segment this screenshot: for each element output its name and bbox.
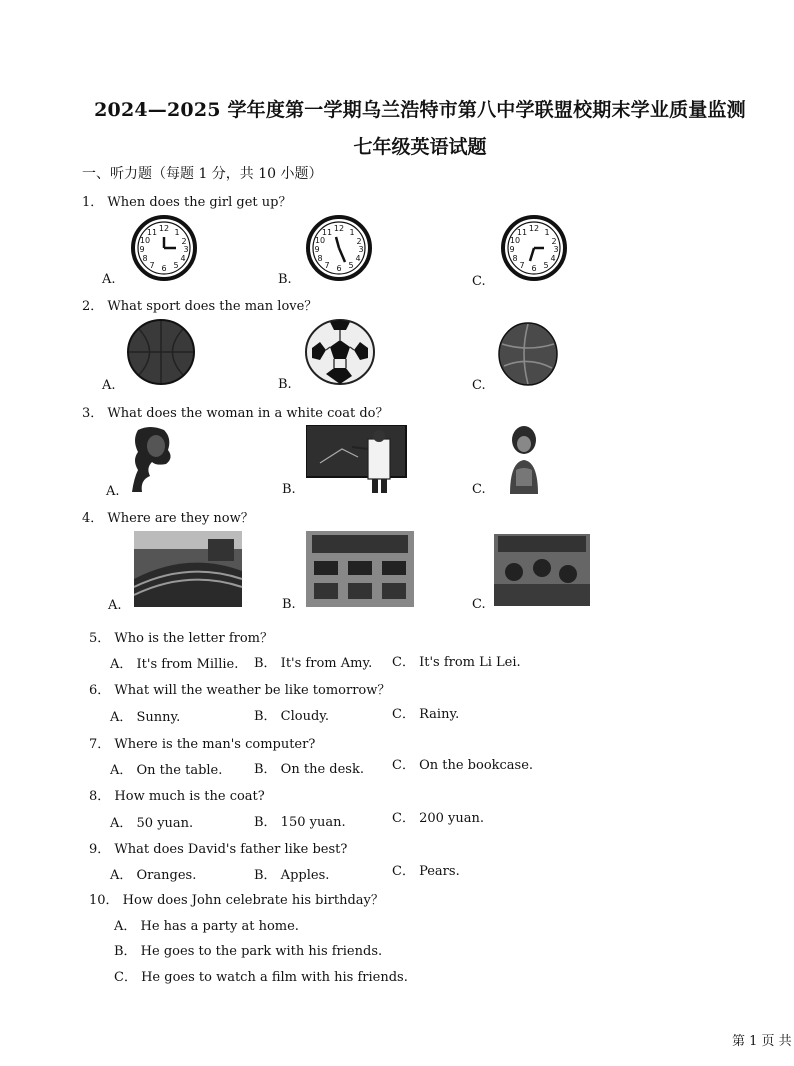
svg-text:7: 7 (149, 261, 155, 270)
question-4: 4． Where are they now？ (82, 511, 254, 526)
svg-text:5: 5 (173, 261, 179, 270)
svg-text:6: 6 (336, 264, 342, 273)
svg-text:9: 9 (139, 245, 145, 254)
clock-icon (498, 215, 570, 281)
question-5: 5． Who is the letter from？ (89, 631, 273, 646)
basketball-icon (126, 318, 196, 386)
svg-text:6: 6 (161, 264, 167, 273)
q4-option-c: C. (472, 597, 486, 612)
svg-text:1: 1 (174, 228, 180, 237)
q6-option-a: A． Sunny. (110, 710, 181, 725)
svg-text:8: 8 (512, 254, 518, 263)
question-9: 9． What does David's father like best? (89, 842, 348, 857)
q2-option-c: C. (472, 378, 486, 393)
svg-text:4: 4 (355, 254, 361, 263)
question-2: 2． What sport does the man love？ (82, 299, 318, 314)
svg-text:4: 4 (550, 254, 556, 263)
question-10: 10． How does John celebrate his birthday？ (89, 893, 384, 908)
q3-option-a: A. (106, 484, 120, 499)
svg-text:11: 11 (321, 228, 333, 237)
svg-text:8: 8 (142, 254, 148, 263)
q8-option-b: B． 150 yuan. (254, 815, 346, 830)
svg-text:9: 9 (509, 245, 515, 254)
question-8: 8． How much is the coat? (89, 789, 265, 804)
svg-text:12: 12 (333, 224, 345, 233)
q3-option-c: C. (472, 482, 486, 497)
q7-option-c: C． On the bookcase. (392, 758, 534, 773)
question-1: 1． When does the girl get up？ (82, 195, 292, 210)
svg-text:10: 10 (509, 236, 521, 245)
svg-text:11: 11 (146, 228, 158, 237)
q5-option-b: B． It's from Amy. (254, 656, 373, 671)
q7-option-a: A． On the table. (110, 763, 223, 778)
playground-photo-icon (134, 531, 244, 609)
q9-option-c: C． Pears. (392, 864, 460, 879)
svg-text:1: 1 (544, 228, 550, 237)
svg-text:2: 2 (551, 237, 557, 246)
svg-text:12: 12 (528, 224, 540, 233)
svg-text:9: 9 (314, 245, 320, 254)
q10-option-c: C． He goes to watch a film with his friends. (114, 970, 408, 985)
q7-option-b: B． On the desk. (254, 762, 364, 777)
page-number: 第 1 页 共 (732, 1034, 792, 1049)
question-3: 3． What does the woman in a white coat do？ (82, 406, 389, 421)
svg-text:5: 5 (348, 261, 354, 270)
q10-option-a: A． He has a party at home. (114, 919, 299, 934)
svg-text:12: 12 (158, 224, 170, 233)
q2-option-a: A. (102, 378, 116, 393)
svg-text:5: 5 (543, 261, 549, 270)
q6-option-c: C． Rainy. (392, 707, 460, 722)
svg-text:10: 10 (314, 236, 326, 245)
svg-text:4: 4 (180, 254, 186, 263)
svg-text:2: 2 (356, 237, 362, 246)
woman-portrait-icon (130, 424, 178, 494)
svg-text:8: 8 (317, 254, 323, 263)
svg-text:3: 3 (553, 245, 559, 254)
svg-text:2: 2 (181, 237, 187, 246)
library-photo-icon (494, 534, 592, 608)
q5-option-c: C． It's from Li Lei. (392, 655, 521, 670)
q5-option-a: A． It's from Millie. (110, 657, 239, 672)
svg-text:3: 3 (358, 245, 364, 254)
q10-option-b: B． He goes to the park with his friends. (114, 944, 383, 959)
q1-option-b: B. (278, 272, 292, 287)
classroom-photo-icon (306, 531, 416, 609)
girl-portrait-icon (504, 424, 544, 494)
q3-option-b: B. (282, 482, 296, 497)
q4-option-a: A. (108, 598, 122, 613)
clock-icon (128, 215, 200, 281)
q8-option-c: C． 200 yuan. (392, 811, 484, 826)
exam-subtitle: 七年级英语试题 (353, 136, 487, 158)
svg-text:7: 7 (519, 261, 525, 270)
svg-text:11: 11 (516, 228, 528, 237)
svg-text:7: 7 (324, 261, 330, 270)
teacher-at-blackboard-icon (306, 425, 408, 495)
q1-option-c: C. (472, 274, 486, 289)
q9-option-a: A． Oranges. (110, 868, 197, 883)
svg-text:10: 10 (139, 236, 151, 245)
q2-option-b: B. (278, 377, 292, 392)
q6-option-b: B． Cloudy. (254, 709, 330, 724)
q4-option-b: B. (282, 597, 296, 612)
svg-text:3: 3 (183, 245, 189, 254)
clock-icon (303, 215, 375, 281)
section-title: 一、听力题（每题 1 分，共 10 小题） (82, 166, 323, 182)
question-7: 7． Where is the man's computer? (89, 737, 316, 752)
q1-option-a: A. (102, 272, 116, 287)
q8-option-a: A． 50 yuan. (110, 816, 194, 831)
exam-title: 2024—2025 学年度第一学期乌兰浩特市第八中学联盟校期末学业质量监测 (94, 99, 746, 121)
svg-text:1: 1 (349, 228, 355, 237)
volleyball-icon (498, 322, 558, 386)
soccer-ball-icon (304, 318, 376, 386)
svg-text:6: 6 (531, 264, 537, 273)
q9-option-b: B． Apples. (254, 868, 330, 883)
question-6: 6． What will the weather be like tomorrow？ (89, 683, 391, 698)
